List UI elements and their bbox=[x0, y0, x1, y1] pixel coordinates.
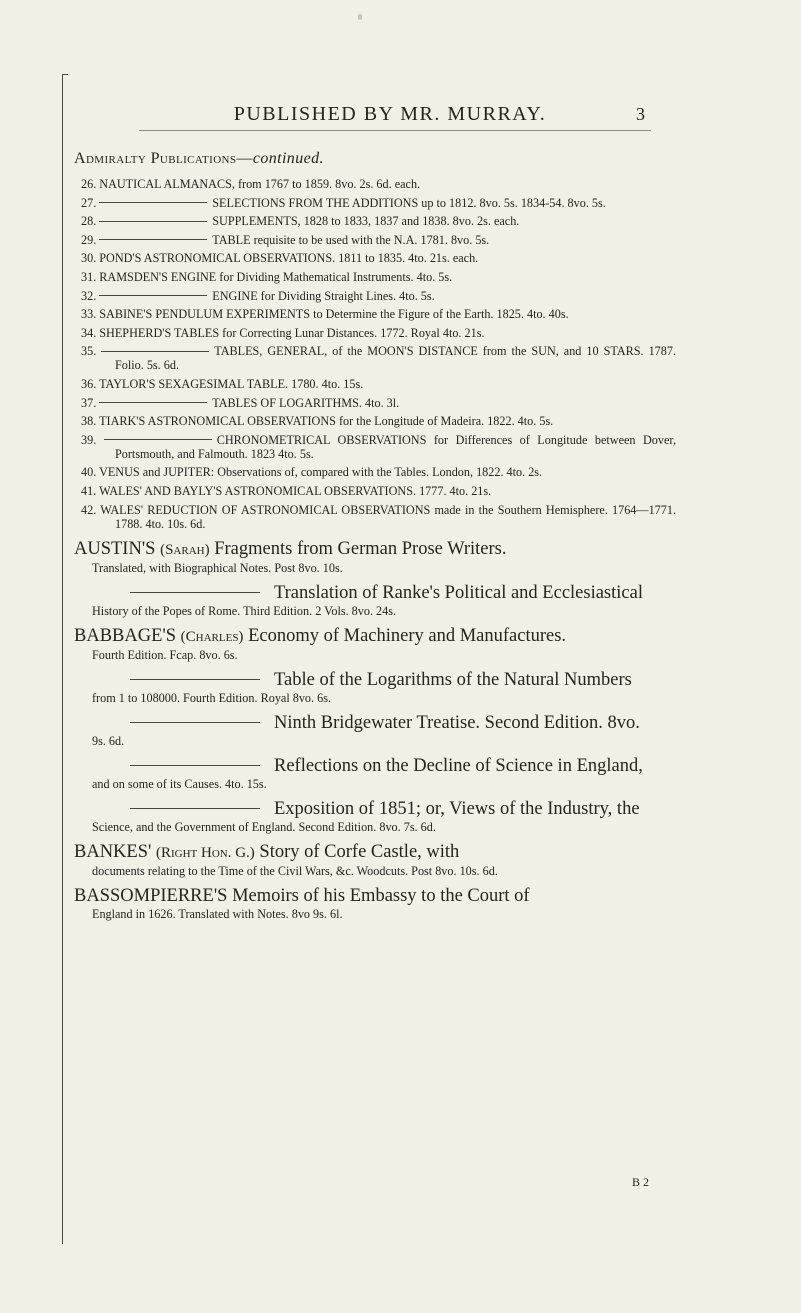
ditto-dash bbox=[99, 202, 207, 203]
admiralty-entry bbox=[74, 270, 676, 284]
book-title: Exposition of 1851; or, Views of the Industry, the bbox=[274, 798, 640, 819]
entry-text: POND'S ASTRONOMICAL OBSERVATIONS. 1811 to 1835. 4to. 21s. each. bbox=[99, 251, 479, 266]
ditto-dash bbox=[130, 592, 260, 593]
entry-number: 37. bbox=[81, 395, 97, 410]
book-entry bbox=[74, 582, 676, 618]
page-content bbox=[74, 150, 676, 926]
entry-text: TIARK'S ASTRONOMICAL OBSERVATIONS for the Longitude of Madeira. 1822. 4to. 5s. bbox=[99, 414, 554, 429]
admiralty-entry bbox=[74, 344, 676, 372]
book-entry bbox=[74, 798, 676, 834]
book-author: BANKES' bbox=[74, 841, 152, 862]
signature-mark: B 2 bbox=[632, 1175, 650, 1189]
book-title: Story of Corfe Castle, with bbox=[259, 841, 460, 862]
book-entry bbox=[74, 755, 676, 791]
book-title: Table of the Logarithms of the Natural Numbers bbox=[274, 669, 632, 690]
admiralty-entry bbox=[74, 289, 676, 303]
book-entry bbox=[74, 669, 676, 705]
entry-text: WALES' AND BAYLY'S ASTRONOMICAL OBSERVATIONS. 1777. 4to. 21s. bbox=[99, 483, 492, 498]
entry-text: TABLE requisite to be used with the N.A. 1781. 8vo. 5s. bbox=[212, 232, 490, 247]
admiralty-entry bbox=[74, 307, 676, 321]
ditto-dash bbox=[130, 722, 260, 723]
entry-text: VENUS and JUPITER: Observations of, compared with the Tables. London, 1822. 4to. 2s. bbox=[99, 465, 543, 480]
entry-number: 36. bbox=[81, 376, 97, 391]
ditto-dash bbox=[130, 808, 260, 809]
book-headline bbox=[74, 538, 676, 561]
admiralty-list bbox=[74, 177, 676, 531]
book-detail: England in 1626. Translated with Notes. 8vo 9s. 6l. bbox=[92, 906, 343, 921]
entry-number: 30. bbox=[81, 251, 97, 266]
entry-number: 40. bbox=[81, 465, 97, 480]
ditto-dash bbox=[99, 295, 207, 296]
book-detail: Fourth Edition. Fcap. 8vo. 6s. bbox=[92, 647, 238, 662]
entry-text: ENGINE for Dividing Straight Lines. 4to. 5s. bbox=[212, 288, 435, 303]
book-headline bbox=[74, 755, 676, 777]
ditto-dash bbox=[99, 221, 207, 222]
running-head-title: PUBLISHED BY MR. MURRAY. bbox=[233, 103, 547, 125]
header-rule bbox=[139, 130, 651, 131]
entry-text: SELECTIONS FROM THE ADDITIONS up to 1812. 8vo. 5s. 1834-54. 8vo. 5s. bbox=[212, 195, 606, 210]
book-title: Translation of Ranke's Political and Ecclesiastical bbox=[274, 582, 643, 603]
section-continued: continued. bbox=[252, 150, 324, 167]
ditto-dash bbox=[130, 765, 260, 766]
book-detail: 9s. 6d. bbox=[92, 733, 125, 748]
book-list bbox=[74, 538, 676, 921]
author-qualifier: (Sarah) bbox=[160, 541, 210, 558]
book-title: Memoirs of his Embassy to the Court of bbox=[232, 885, 530, 906]
admiralty-entry bbox=[74, 484, 676, 498]
author-qualifier: (Right Hon. G.) bbox=[155, 844, 255, 861]
book-entry bbox=[74, 712, 676, 748]
book-headline bbox=[74, 625, 676, 648]
section-heading bbox=[74, 150, 676, 168]
ditto-dash bbox=[130, 679, 260, 680]
page-top-edge bbox=[62, 74, 68, 75]
ditto-dash bbox=[99, 402, 207, 403]
running-head bbox=[0, 103, 801, 129]
book-author: BASSOMPIERRE'S bbox=[74, 885, 228, 906]
book-detail: Translated, with Biographical Notes. Post 8vo. 10s. bbox=[92, 560, 343, 575]
book-detail: from 1 to 108000. Fourth Edition. Royal 8vo. 6s. bbox=[92, 690, 332, 705]
entry-text: SHEPHERD'S TABLES for Correcting Lunar Distances. 1772. Royal 4to. 21s. bbox=[99, 325, 485, 340]
page-left-edge bbox=[62, 74, 63, 1244]
book-headline bbox=[74, 841, 676, 864]
book-entry bbox=[74, 538, 676, 575]
entry-text: NAUTICAL ALMANACS, from 1767 to 1859. 8vo. 2s. 6d. each. bbox=[99, 177, 421, 191]
admiralty-entry bbox=[74, 214, 676, 228]
admiralty-entry bbox=[74, 377, 676, 391]
entry-number: 39. bbox=[81, 432, 97, 447]
entry-number: 26. bbox=[81, 177, 97, 191]
paper-speck bbox=[358, 14, 362, 20]
entry-text: RAMSDEN'S ENGINE for Dividing Mathematical Instruments. 4to. 5s. bbox=[99, 269, 453, 284]
entry-text: WALES' REDUCTION OF ASTRONOMICAL OBSERVATIONS made in the Southern Hemisphere. 1764—1771. 1788. 4to. 10s. 6d. bbox=[100, 502, 677, 531]
book-author: BABBAGE'S bbox=[74, 625, 177, 646]
section-title: Admiralty Publications— bbox=[74, 150, 253, 167]
entry-number: 41. bbox=[81, 483, 97, 498]
book-detail: History of the Popes of Rome. Third Edition. 2 Vols. 8vo. 24s. bbox=[92, 603, 397, 618]
page-number: 3 bbox=[636, 104, 645, 124]
entry-text: SUPPLEMENTS, 1828 to 1833, 1837 and 1838. 8vo. 2s. each. bbox=[212, 214, 520, 229]
ditto-dash bbox=[99, 239, 207, 240]
author-qualifier: (Charles) bbox=[180, 628, 244, 645]
book-title: Economy of Machinery and Manufactures. bbox=[248, 625, 567, 646]
entry-number: 33. bbox=[81, 307, 97, 322]
book-title: Reflections on the Decline of Science in England, bbox=[274, 755, 643, 776]
admiralty-entry bbox=[74, 233, 676, 247]
admiralty-entry bbox=[74, 177, 676, 191]
ditto-dash bbox=[101, 351, 209, 352]
book-headline bbox=[74, 798, 676, 820]
entry-text: TAYLOR'S SEXAGESIMAL TABLE. 1780. 4to. 15s. bbox=[99, 376, 364, 391]
entry-number: 32. bbox=[81, 288, 97, 303]
admiralty-entry bbox=[74, 433, 676, 461]
book-headline bbox=[74, 885, 676, 907]
book-entry bbox=[74, 885, 676, 921]
book-headline bbox=[74, 669, 676, 691]
entry-text: TABLES, GENERAL, of the MOON'S DISTANCE from the SUN, and 10 STARS. 1787. Folio. 5s. 6d. bbox=[115, 344, 676, 373]
book-headline bbox=[74, 582, 676, 604]
book-detail: and on some of its Causes. 4to. 15s. bbox=[92, 776, 267, 791]
entry-text: CHRONOMETRICAL OBSERVATIONS for Differences of Longitude between Dover, Portsmouth, and Falmouth. 1823 4to. 5s. bbox=[115, 432, 676, 461]
entry-number: 31. bbox=[81, 269, 97, 284]
admiralty-entry bbox=[74, 465, 676, 479]
entry-number: 38. bbox=[81, 414, 97, 429]
admiralty-entry bbox=[74, 326, 676, 340]
admiralty-entry bbox=[74, 396, 676, 410]
entry-text: TABLES OF LOGARITHMS. 4to. 3l. bbox=[212, 395, 400, 410]
book-entry bbox=[74, 625, 676, 662]
book-detail: documents relating to the Time of the Civil Wars, &c. Woodcuts. Post 8vo. 10s. 6d. bbox=[92, 863, 498, 878]
entry-number: 27. bbox=[81, 195, 97, 210]
ditto-dash bbox=[104, 439, 212, 440]
entry-number: 35. bbox=[81, 344, 97, 359]
admiralty-entry bbox=[74, 196, 676, 210]
book-entry bbox=[74, 841, 676, 878]
entry-number: 34. bbox=[81, 325, 97, 340]
entry-number: 42. bbox=[81, 502, 97, 517]
book-headline bbox=[74, 712, 676, 734]
entry-number: 28. bbox=[81, 214, 97, 229]
admiralty-entry bbox=[74, 251, 676, 265]
entry-text: SABINE'S PENDULUM EXPERIMENTS to Determine the Figure of the Earth. 1825. 4to. 40s. bbox=[99, 307, 569, 322]
admiralty-entry bbox=[74, 414, 676, 428]
book-title: Ninth Bridgewater Treatise. Second Edition. 8vo. bbox=[274, 712, 640, 733]
book-detail: Science, and the Government of England. Second Edition. 8vo. 7s. 6d. bbox=[92, 819, 436, 834]
admiralty-entry bbox=[74, 503, 676, 531]
entry-number: 29. bbox=[81, 232, 97, 247]
book-title: Fragments from German Prose Writers. bbox=[214, 538, 507, 559]
book-author: AUSTIN'S bbox=[74, 538, 156, 559]
